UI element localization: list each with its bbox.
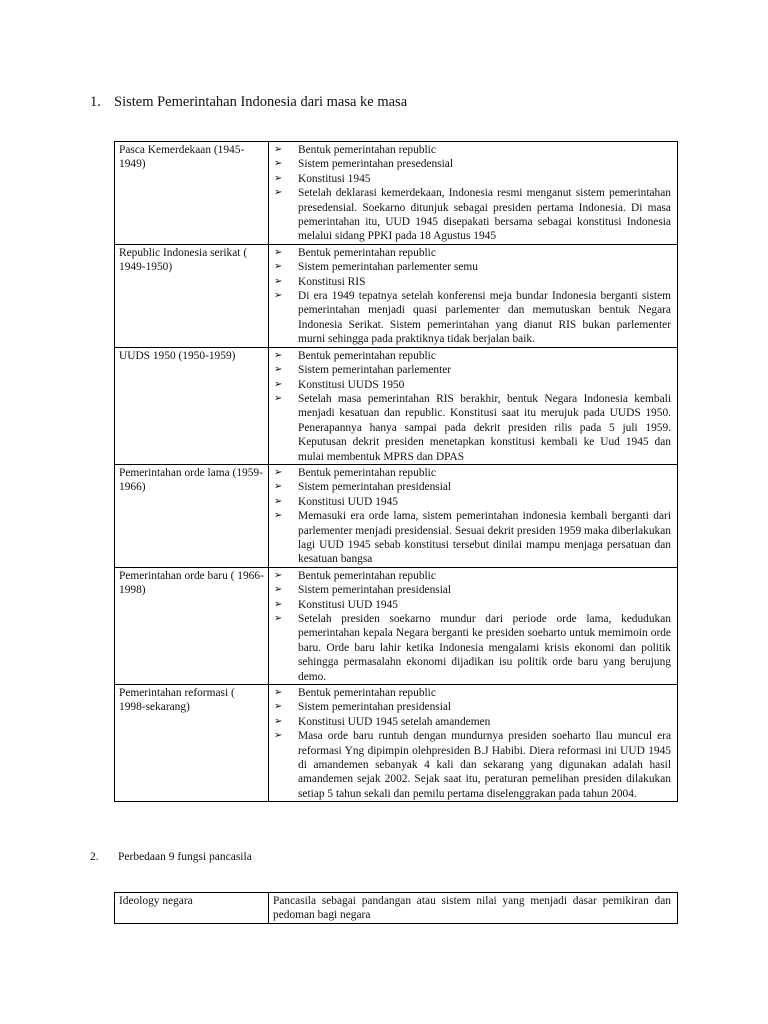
bullet-text: Konstitusi UUD 1945 setelah amandemen <box>298 715 491 728</box>
bullet-item <box>273 186 671 244</box>
bullet-item <box>273 612 671 684</box>
period-label: Pemerintahan orde lama (1959-1966) <box>119 466 263 494</box>
table-row <box>115 347 678 464</box>
bullet-item <box>273 729 671 801</box>
table-row <box>115 685 678 802</box>
period-label: Pemerintahan orde baru ( 1966-1998) <box>119 569 264 597</box>
bullet-item <box>273 686 671 700</box>
bullet-item <box>273 495 671 509</box>
section-1-heading <box>90 94 407 111</box>
arrow-bullet-icon: ➢ <box>274 290 283 302</box>
bullet-text: Konstitusi 1945 <box>298 172 371 185</box>
period-cell <box>115 142 269 245</box>
arrow-bullet-icon: ➢ <box>274 378 283 390</box>
bullet-text: Sistem pemerintahan presidensial <box>298 701 452 714</box>
pancasila-functions-table <box>114 892 678 924</box>
bullet-item <box>273 157 671 171</box>
arrow-bullet-icon: ➢ <box>274 158 283 170</box>
bullet-item <box>273 583 671 597</box>
section-2-title: Perbedaan 9 fungsi pancasila <box>118 851 252 863</box>
bullet-text: Bentuk pemerintahan republic <box>298 569 436 582</box>
bullet-item <box>273 246 671 260</box>
period-cell <box>115 685 269 802</box>
section-1-number: 1. <box>90 94 101 110</box>
bullet-text: Sistem pemerintahan presedensial <box>298 158 453 171</box>
table-row <box>115 244 678 347</box>
arrow-bullet-icon: ➢ <box>274 730 283 742</box>
function-term: Ideology negara <box>119 895 193 907</box>
function-description: Pancasila sebagai pandangan atau sistem nilai yang menjadi dasar pemikiran dan pedoman bagi negara <box>273 895 671 922</box>
arrow-bullet-icon: ➢ <box>274 392 283 404</box>
bullet-item <box>273 143 671 157</box>
table-row <box>115 142 678 245</box>
period-cell <box>115 244 269 347</box>
arrow-bullet-icon: ➢ <box>274 275 283 287</box>
arrow-bullet-icon: ➢ <box>274 481 283 493</box>
bullet-text: Bentuk pemerintahan republic <box>298 466 436 479</box>
period-label: Pemerintahan reformasi ( 1998-sekarang) <box>119 687 235 714</box>
bullet-item <box>273 569 671 583</box>
details-cell <box>269 464 678 567</box>
arrow-bullet-icon: ➢ <box>274 261 283 273</box>
bullet-item <box>273 480 671 494</box>
bullet-text: Bentuk pemerintahan republic <box>298 144 436 156</box>
bullet-text: Di era 1949 tepatnya setelah konferensi meja bundar Indonesia berganti sistem pemerintahan menjadi quasi parlementer dan memutuskan bentuk Negara Indonesia Serikat. Sistem pemerintahan yang dianut RIS bukan parlementer murni sehingga pada praktiknya tidak berjalan baik. <box>298 290 671 346</box>
period-label: Republic Indonesia serikat ( 1949-1950) <box>119 246 248 274</box>
arrow-bullet-icon: ➢ <box>274 495 283 507</box>
arrow-bullet-icon: ➢ <box>274 144 283 155</box>
bullet-text: Memasuki era orde lama, sistem pemerintahan indonesia kembali berganti dari parlementer menjadi presidensial. Sesuai dekrit presiden 1959 maka diberlakukan lagi UUD 1945 sebab konstitusi tersebut dinilai mampu menjaga persatuan dan kesatuan bangsa <box>298 510 671 566</box>
bullet-text: Setelah deklarasi kemerdekaan, Indonesia resmi menganut sistem pemerintahan presedensial. Soekarno ditunjuk sebagai presiden pertama Indonesia. Di masa pemerintahan itu, UUD 1945 disepakati bersama sebagai konstitusi Indonesia melalui sidang PPKI pada 18 Agustus 1945 <box>298 187 671 243</box>
bullet-text: Sistem pemerintahan parlementer <box>298 364 452 377</box>
details-cell <box>269 685 678 802</box>
arrow-bullet-icon: ➢ <box>274 466 283 478</box>
bullet-item <box>273 598 671 612</box>
bullet-item <box>273 392 671 464</box>
bullet-item <box>273 363 671 377</box>
arrow-bullet-icon: ➢ <box>274 598 283 610</box>
arrow-bullet-icon: ➢ <box>274 569 283 581</box>
bullet-text: Konstitusi UUD 1945 <box>298 598 398 611</box>
details-cell <box>269 567 678 684</box>
bullet-text: Konstitusi RIS <box>298 275 366 288</box>
arrow-bullet-icon: ➢ <box>274 172 283 184</box>
period-label: UUDS 1950 (1950-1959) <box>119 349 236 362</box>
bullet-text: Konstitusi UUD 1945 <box>298 495 398 508</box>
period-cell <box>115 464 269 567</box>
bullet-item <box>273 349 671 363</box>
arrow-bullet-icon: ➢ <box>274 246 283 258</box>
function-description-cell <box>269 893 678 924</box>
arrow-bullet-icon: ➢ <box>274 364 283 376</box>
bullet-text: Setelah presiden soekarno mundur dari periode orde lama, kedudukan pemerintahan kepala Negara berganti ke presiden soeharto untuk memimoin orde baru. Orde baru lahir ketika Indonesia mengalami krisis ekonomi dan politik sehingga permasalahn ekonomi dijadikan isu politik orde baru yang berujung demo. <box>298 613 671 683</box>
arrow-bullet-icon: ➢ <box>274 687 283 699</box>
section-2-heading <box>90 851 252 863</box>
details-cell <box>269 244 678 347</box>
arrow-bullet-icon: ➢ <box>274 701 283 713</box>
bullet-item <box>273 260 671 274</box>
bullet-item <box>273 700 671 714</box>
bullet-text: Sistem pemerintahan presidensial <box>298 481 452 494</box>
bullet-text: Konstitusi UUDS 1950 <box>298 378 405 391</box>
arrow-bullet-icon: ➢ <box>274 715 283 727</box>
function-term-cell <box>115 893 269 924</box>
arrow-bullet-icon: ➢ <box>274 187 283 199</box>
period-label: Pasca Kemerdekaan (1945-1949) <box>119 144 245 171</box>
bullet-text: Sistem pemerintahan presidensial <box>298 584 452 597</box>
bullet-item <box>273 378 671 392</box>
section-2-number: 2. <box>90 851 99 863</box>
bullet-item <box>273 289 671 347</box>
arrow-bullet-icon: ➢ <box>274 584 283 596</box>
bullet-text: Bentuk pemerintahan republic <box>298 687 436 700</box>
arrow-bullet-icon: ➢ <box>274 510 283 522</box>
bullet-text: Setelah masa pemerintahan RIS berakhir, bentuk Negara Indonesia kembali menjadi kesatuan dan republic. Konstitusi saat itu merujuk pada UUDS 1950. Penerapannya hanya sampai pada dekrit presiden rilis pada 5 juli 1959. Keputusan dekrit presiden menetapkan konstitusi kembali ke Uud 1945 dan mulai membentuk MPRS dan DPAS <box>298 392 671 463</box>
details-cell <box>269 142 678 245</box>
period-cell <box>115 567 269 684</box>
bullet-item <box>273 509 671 567</box>
table-row <box>115 567 678 684</box>
bullet-item <box>273 466 671 480</box>
government-systems-table <box>114 141 678 802</box>
arrow-bullet-icon: ➢ <box>274 613 283 624</box>
bullet-item <box>273 715 671 729</box>
bullet-text: Sistem pemerintahan parlementer semu <box>298 261 478 274</box>
bullet-item <box>273 172 671 186</box>
bullet-text: Bentuk pemerintahan republic <box>298 349 436 362</box>
details-cell <box>269 347 678 464</box>
section-1-title: Sistem Pemerintahan Indonesia dari masa ke masa <box>114 94 408 110</box>
table-row <box>115 893 678 924</box>
bullet-item <box>273 275 671 289</box>
period-cell <box>115 347 269 464</box>
bullet-text: Masa orde baru runtuh dengan mundurnya presiden soeharto llau muncul era reformasi Yng dipimpin olehpresiden B.J Habibi. Diera reformasi ini UUD 1945 di amandemen sebanyak 4 kali dan sekarang yang digunakan adalah hasil amandemen sejak 2002. Sejak saat itu, peraturan pemelihan presiden dilakukan setiap 5 tahun sekali dan pemilu pertama diselenggrakan pada tahun 2004. <box>298 730 671 800</box>
table-row <box>115 464 678 567</box>
arrow-bullet-icon: ➢ <box>274 349 283 361</box>
bullet-text: Bentuk pemerintahan republic <box>298 246 436 259</box>
